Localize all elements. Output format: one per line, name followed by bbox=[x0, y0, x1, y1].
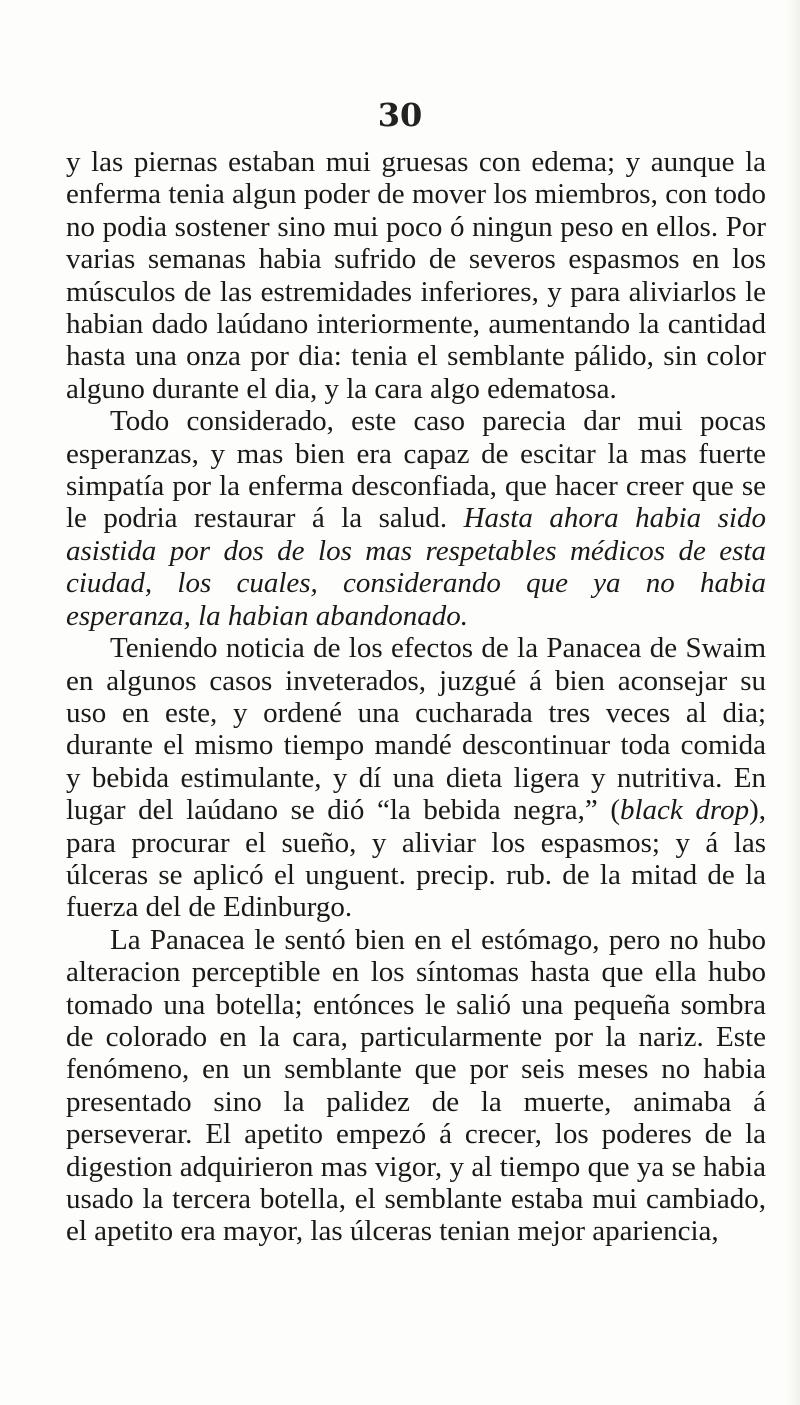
paragraph-1-text: y las piernas estaban mui gruesas con edema; y aunque la enferma tenia algun poder de mover los miembros, con todo no podia sostener sino mui poco ó ningun peso en ellos. Por varias semanas habia sufrido de severos espasmos en los músculos de las estremidades inferiores, y para aliviarlos le habian dado laúdano interiormente, aumentando la cantidad hasta una onza por dia: tenia el semblante pálido, sin color alguno durante el dia, y la cara algo edematosa. bbox=[66, 146, 766, 405]
paragraph-3-text-a: Teniendo noticia de los efectos de la Panacea de Swaim en algunos casos inveterados, juzgué á bien aconsejar su uso en este, y ordené una cucharada tres veces al dia; durante el mismo tiempo mandé descontinuar toda comida y bebida estimulante, y dí una dieta ligera y nutritiva. En lugar del laúdano se dió “la bebida negra,” ( bbox=[66, 632, 766, 827]
paragraph-2-text: Todo considerado, este caso parecia dar mui pocas esperanzas, y mas bien era capaz de escitar la mas fuerte simpatía por la enferma desconfiada, que hacer creer que se le podria restaurar á la salud. bbox=[66, 405, 766, 535]
paragraph-3-italic-text: black drop bbox=[619, 794, 750, 827]
paragraph-4 bbox=[66, 924, 766, 1248]
paragraph-2-italic-text: Hasta ahora habia sido asistida por dos de los mas respetables médicos de esta ciudad, los cuales, considerando que ya no habia esperanza, la habian abandonado. bbox=[66, 502, 766, 632]
paragraph-3-text-b: ), para procurar el sueño, y aliviar los espasmos; y á las úlceras se aplicó el unguent. precip. rub. de la mitad de la fuerza del de Edinburgo. bbox=[66, 794, 766, 924]
paragraph-3 bbox=[66, 632, 766, 924]
page-edge-shadow bbox=[786, 0, 800, 1405]
paragraph-1 bbox=[66, 146, 766, 405]
page-number: 30 bbox=[377, 96, 423, 134]
body-text bbox=[66, 146, 766, 1248]
paragraph-4-text: La Panacea le sentó bien en el estómago, pero no hubo alteracion perceptible en los síntomas hasta que ella hubo tomado una botella; entónces le salió una pequeña sombra de colorado en la cara, particularmente por la nariz. Este fenómeno, en un semblante que por seis meses no habia presentado sino la palidez de la muerte, animaba á perseverar. El apetito empezó á crecer, los poderes de la digestion adquirieron mas vigor, y al tiempo que ya se habia usado la tercera botella, el semblante estaba mui cambiado, el apetito era mayor, las úlceras tenian mejor apariencia, bbox=[66, 923, 766, 1248]
paragraph-2 bbox=[66, 405, 766, 632]
